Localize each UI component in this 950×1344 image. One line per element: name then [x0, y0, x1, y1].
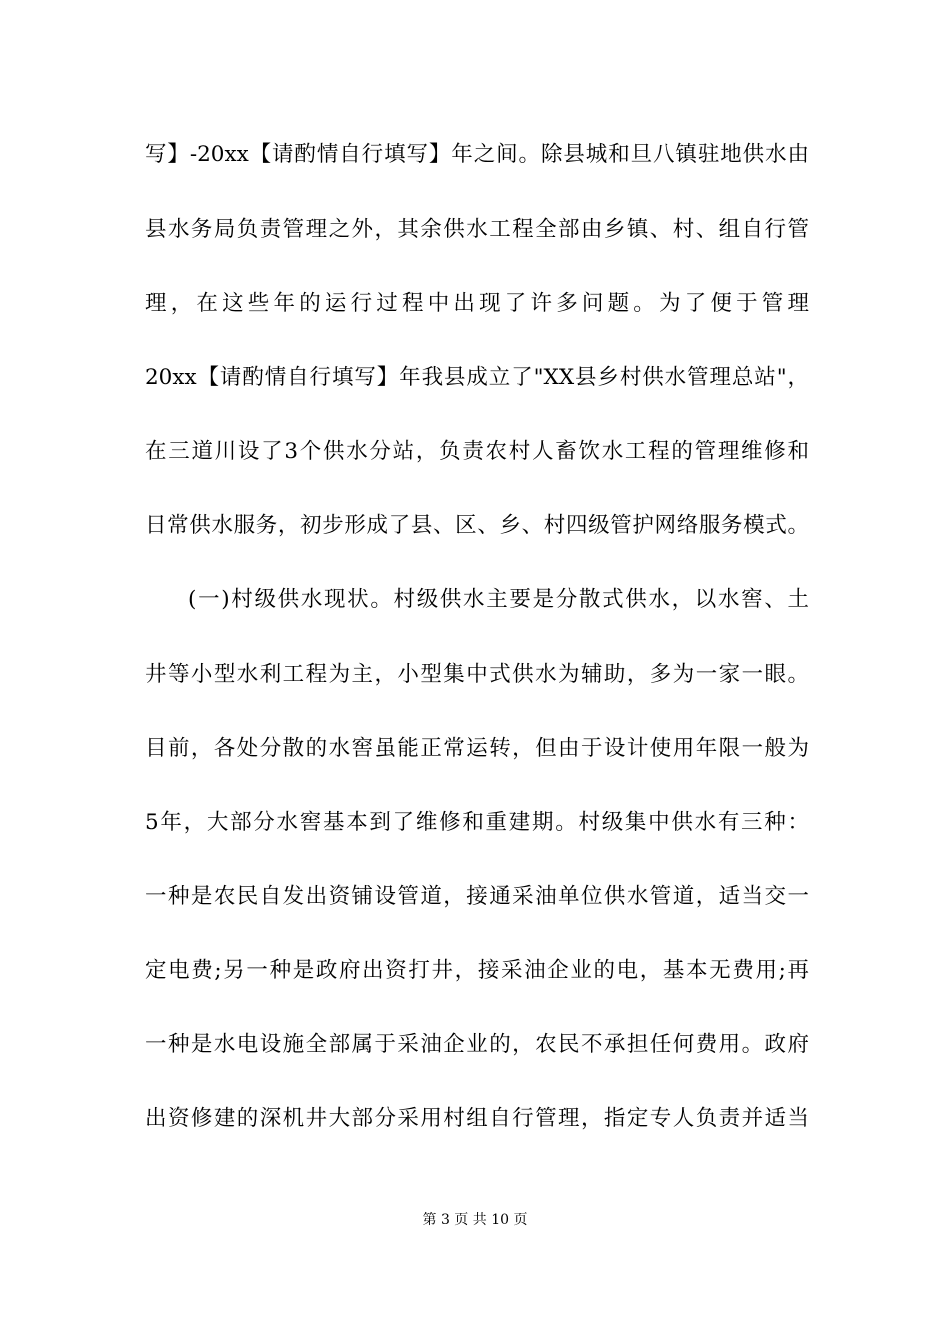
- body-text-line: 目前，各处分散的水窖虽能正常运转，但由于设计使用年限一般为: [145, 736, 809, 761]
- body-text-line: 县水务局负责管理之外，其余供水工程全部由乡镇、村、组自行管: [145, 217, 809, 242]
- page-number-footer: 第 3 页 共 10 页: [422, 1212, 528, 1228]
- body-text-line: 一种是水电设施全部属于采油企业的，农民不承担任何费用。政府: [145, 1032, 809, 1057]
- body-text-line: 写】-20xx【请酌情自行填写】年之间。除县城和旦八镇驻地供水由: [145, 142, 809, 167]
- body-text-line: 日常供水服务，初步形成了县、区、乡、村四级管护网络服务模式。: [145, 513, 809, 538]
- body-text-line: 理，在这些年的运行过程中出现了许多问题。为了便于管理: [145, 291, 809, 316]
- body-text-line: 在三道川设了3个供水分站，负责农村人畜饮水工程的管理维修和: [145, 439, 809, 464]
- body-text-line: 20xx【请酌情自行填写】年我县成立了"XX县乡村供水管理总站"，: [145, 365, 809, 390]
- paragraph-first-line: (一)村级供水现状。村级供水主要是分散式供水，以水窖、土: [188, 587, 809, 612]
- body-text-line: 5年，大部分水窖基本到了维修和重建期。村级集中供水有三种：: [145, 810, 809, 835]
- body-text-line: 一种是农民自发出资铺设管道，接通采油单位供水管道，适当交一: [145, 884, 809, 909]
- body-text-line: 井等小型水利工程为主，小型集中式供水为辅助，多为一家一眼。: [145, 662, 809, 687]
- body-text-line: 定电费;另一种是政府出资打井，接采油企业的电，基本无费用;再: [145, 958, 809, 983]
- body-text-line: 出资修建的深机井大部分采用村组自行管理，指定专人负责并适当: [145, 1106, 809, 1131]
